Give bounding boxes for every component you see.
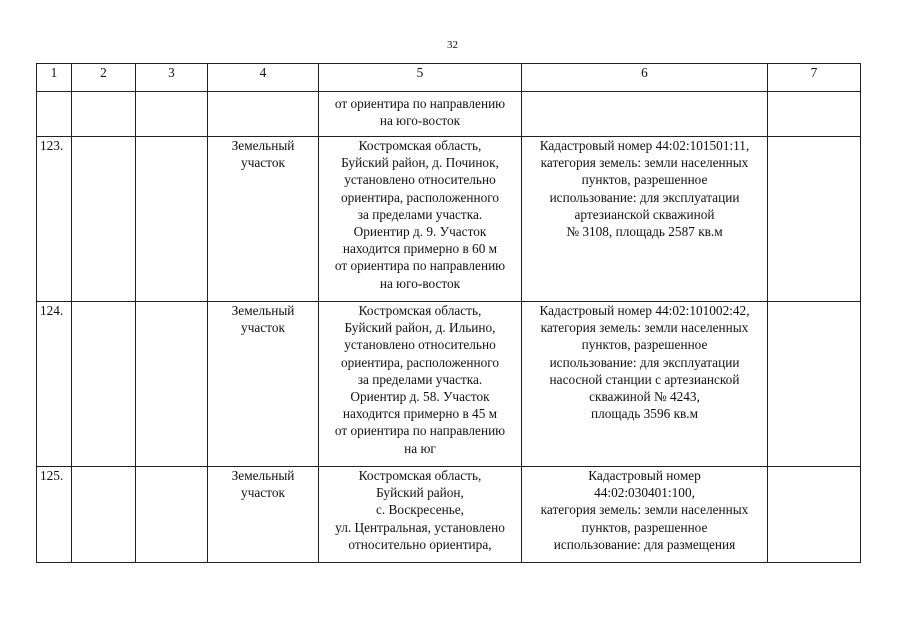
location-cell: Костромская область, Буйский район, д. Ильино, установлено относительно ориентира, расположенного за пределами участка. Ориентир д. 58. Участок находится примерно в 45 м от ориентира по направлению на юг: [319, 302, 522, 467]
table-cell: [768, 302, 861, 467]
location-cell: Костромская область, Буйский район, с. Воскресенье, ул. Центральная, установлено относительно ориентира,: [319, 467, 522, 563]
table-cell: [72, 92, 136, 137]
location-cell: от ориентира по направлению на юго-восток: [319, 92, 522, 137]
table-cell: [37, 92, 72, 137]
description-cell: Кадастровый номер 44:02:101501:11, категория земель: земли населенных пунктов, разрешенное использование: для эксплуатации артезианской скважиной № 3108, площадь 2587 кв.м: [522, 137, 768, 302]
continuation-row: [37, 92, 861, 137]
row-number: 124.: [37, 302, 72, 467]
table-cell: [72, 467, 136, 563]
table-cell: [72, 302, 136, 467]
table-cell: [136, 92, 208, 137]
location-cell: Костромская область, Буйский район, д. Починок, установлено относительно ориентира, расположенного за пределами участка. Ориентир д. 9. Участок находится примерно в 60 м от ориентира по направлению на юго-восток: [319, 137, 522, 302]
table-cell: [768, 137, 861, 302]
land-registry-table: [36, 63, 861, 563]
object-type-cell: Земельный участок: [208, 467, 319, 563]
table-cell: [136, 467, 208, 563]
table-cell: [136, 137, 208, 302]
table-cell: [768, 92, 861, 137]
description-cell: Кадастровый номер 44:02:101002:42, категория земель: земли населенных пунктов, разрешенное использование: для эксплуатации насосной станции с артезианской скважиной № 4243, площадь 3596 кв.м: [522, 302, 768, 467]
table-cell: [72, 137, 136, 302]
table-cell: [768, 467, 861, 563]
column-header: 1: [37, 64, 72, 92]
column-header: 7: [768, 64, 861, 92]
table-row: [37, 467, 861, 563]
table-row: [37, 137, 861, 302]
row-number: 123.: [37, 137, 72, 302]
table-cell: [136, 302, 208, 467]
object-type-cell: Земельный участок: [208, 302, 319, 467]
column-header: 2: [72, 64, 136, 92]
column-header-row: [37, 64, 861, 92]
object-type-cell: Земельный участок: [208, 137, 319, 302]
column-header: 4: [208, 64, 319, 92]
table-row: [37, 302, 861, 467]
description-cell: Кадастровый номер 44:02:030401:100, категория земель: земли населенных пунктов, разрешенное использование: для размещения: [522, 467, 768, 563]
row-number: 125.: [37, 467, 72, 563]
column-header: 6: [522, 64, 768, 92]
column-header: 3: [136, 64, 208, 92]
table-cell: [522, 92, 768, 137]
column-header: 5: [319, 64, 522, 92]
page-number: 32: [447, 39, 458, 51]
table-cell: [208, 92, 319, 137]
